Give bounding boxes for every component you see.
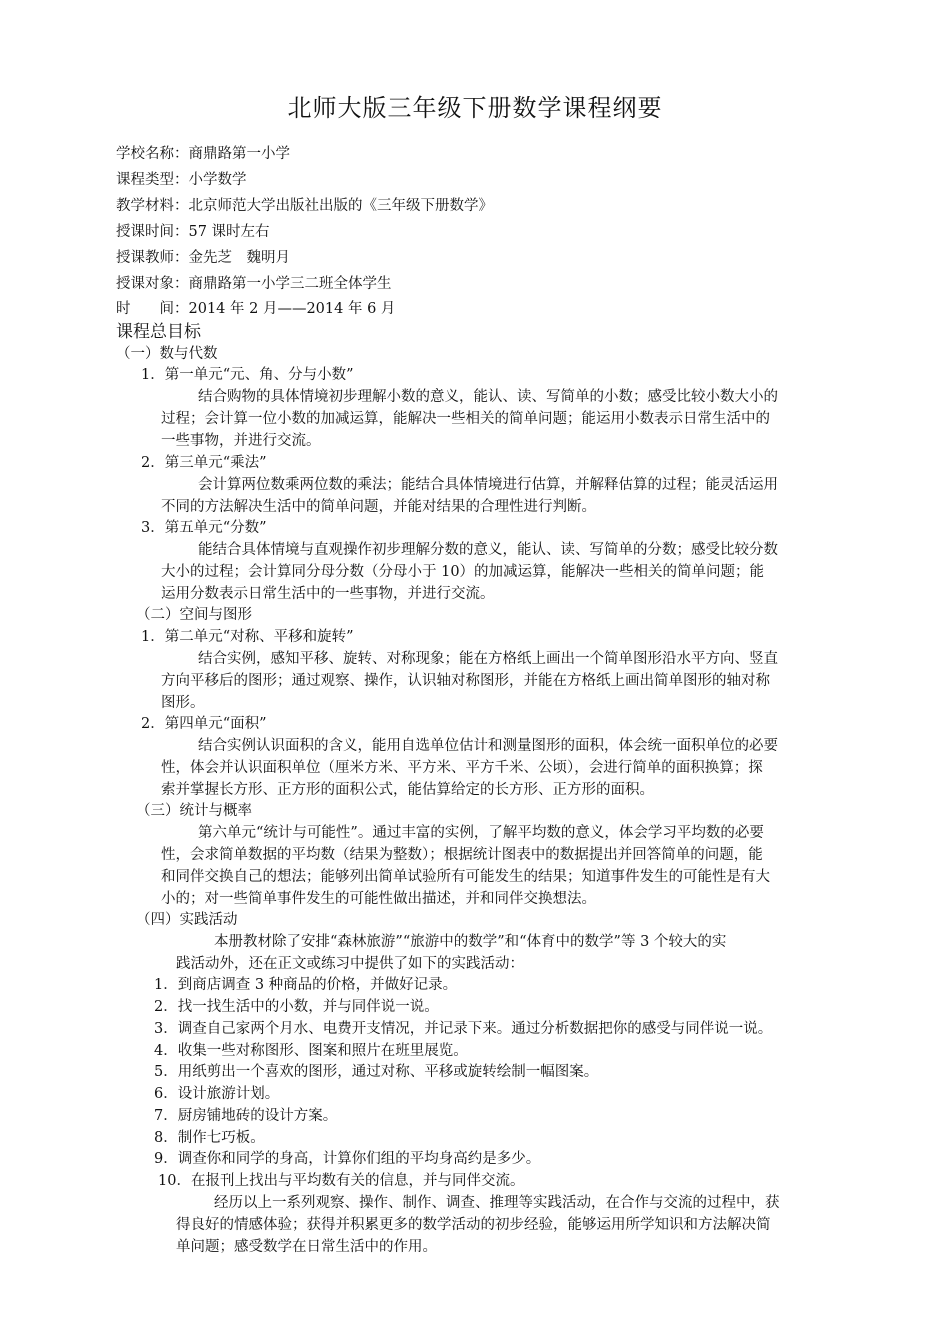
paragraph-line: 会计算两位数乘两位数的乘法；能结合具体情境进行估算，并解释估算的过程；能灵活运用 [198,477,778,493]
section-title: （二）空间与图形 [136,607,252,623]
paragraph-line: 践活动外，还在正文或练习中提供了如下的实践活动： [176,956,524,972]
paragraph-line: 图形。 [161,695,205,711]
info-audience: 授课对象：商鼎路第一小学三二班全体学生 [116,276,392,292]
unit-title: 3．第五单元“分数” [141,520,267,536]
list-item: 6．设计旅游计划。 [154,1086,280,1102]
info-school: 学校名称：商鼎路第一小学 [116,146,290,162]
list-item: 1．到商店调查 3 种商品的价格，并做好记录。 [154,977,458,993]
info-hours: 授课时间：57 课时左右 [116,224,270,240]
unit-title: 1．第一单元“元、角、分与小数” [141,367,354,383]
list-item: 7．厨房铺地砖的设计方案。 [154,1108,338,1124]
paragraph-line: 大小的过程；会计算同分母分数（分母小于 10）的加减运算，能解决一些相关的简单问题；能 [161,564,765,580]
paragraph-line: 能结合具体情境与直观操作初步理解分数的意义，能认、读、写简单的分数；感受比较分数 [198,542,778,558]
paragraph-line: 不同的方法解决生活中的简单问题，并能对结果的合理性进行判断。 [161,499,596,515]
paragraph-line: 单问题；感受数学在日常生活中的作用。 [176,1239,437,1255]
section-title: （四）实践活动 [136,912,238,928]
paragraph-line: 和同伴交换自己的想法；能够列出简单试验所有可能发生的结果；知道事件发生的可能性是有大 [161,869,770,885]
list-item: 9．调查你和同学的身高，计算你们组的平均身高约是多少。 [154,1151,541,1167]
paragraph-line: 得良好的情感体验；获得并积累更多的数学活动的初步经验，能够运用所学知识和方法解决简 [176,1217,771,1233]
section-title: （一）数与代数 [116,346,218,362]
paragraph-line: 结合实例，感知平移、旋转、对称现象；能在方格纸上画出一个简单图形沿水平方向、竖直 [198,651,778,667]
paragraph-line: 性，会求简单数据的平均数（结果为整数）；根据统计图表中的数据提出并回答简单的问题，能 [161,847,763,863]
paragraph-line: 方向平移后的图形；通过观察、操作，认识轴对称图形，并能在方格纸上画出简单图形的轴对称 [161,673,770,689]
section-title: （三）统计与概率 [136,803,252,819]
paragraph-line: 一些事物，并进行交流。 [161,433,321,449]
info-teachers: 授课教师：金先芝 魏明月 [116,250,290,266]
unit-title: 2．第四单元“面积” [141,716,267,732]
list-item: 8．制作七巧板。 [154,1130,265,1146]
paragraph-line: 索并掌握长方形、正方形的面积公式，能估算给定的长方形、正方形的面积。 [161,782,654,798]
paragraph-line: 性，体会并认识面积单位（厘米方米、平方米、平方千米、公顷），会进行简单的面积换算；探 [161,760,763,776]
paragraph-line: 结合实例认识面积的含义，能用自选单位估计和测量图形的面积，体会统一面积单位的必要 [198,738,778,754]
paragraph-line: 本册教材除了安排“森林旅游”“旅游中的数学”和“体育中的数学”等 3 个较大的实 [214,934,727,950]
list-item: 5．用纸剪出一个喜欢的图形，通过对称、平移或旋转绘制一幅图案。 [154,1064,599,1080]
list-item: 10．在报刊上找出与平均数有关的信息，并与同伴交流。 [158,1173,525,1189]
list-item: 4．收集一些对称图形、图案和照片在班里展览。 [154,1043,468,1059]
unit-title: 2．第三单元“乘法” [141,455,267,471]
info-time: 时 间：2014 年 2 月——2014 年 6 月 [116,301,396,317]
list-item: 2．找一找生活中的小数，并与同伴说一说。 [154,999,439,1015]
info-course-type: 课程类型：小学数学 [116,172,247,188]
paragraph-line: 过程；会计算一位小数的加减运算，能解决一些相关的简单问题；能运用小数表示日常生活中的 [161,411,770,427]
goal-heading: 课程总目标 [116,322,201,342]
info-material: 教学材料：北京师范大学出版社出版的《三年级下册数学》 [116,198,493,214]
list-item: 3．调查自己家两个月水、电费开支情况，并记录下来。通过分析数据把你的感受与同伴说一说。 [154,1021,773,1037]
page-title: 北师大版三年级下册数学课程纲要 [287,94,663,122]
unit-title: 1．第二单元“对称、平移和旋转” [141,629,354,645]
paragraph-line: 小的；对一些简单事件发生的可能性做出描述，并和同伴交换想法。 [161,891,596,907]
paragraph-line: 第六单元“统计与可能性”。通过丰富的实例，了解平均数的意义，体会学习平均数的必要 [198,825,764,841]
paragraph-line: 经历以上一系列观察、操作、制作、调查、推理等实践活动，在合作与交流的过程中，获 [214,1195,780,1211]
paragraph-line: 运用分数表示日常生活中的一些事物，并进行交流。 [161,586,495,602]
paragraph-line: 结合购物的具体情境初步理解小数的意义，能认、读、写简单的小数；感受比较小数大小的 [198,389,778,405]
